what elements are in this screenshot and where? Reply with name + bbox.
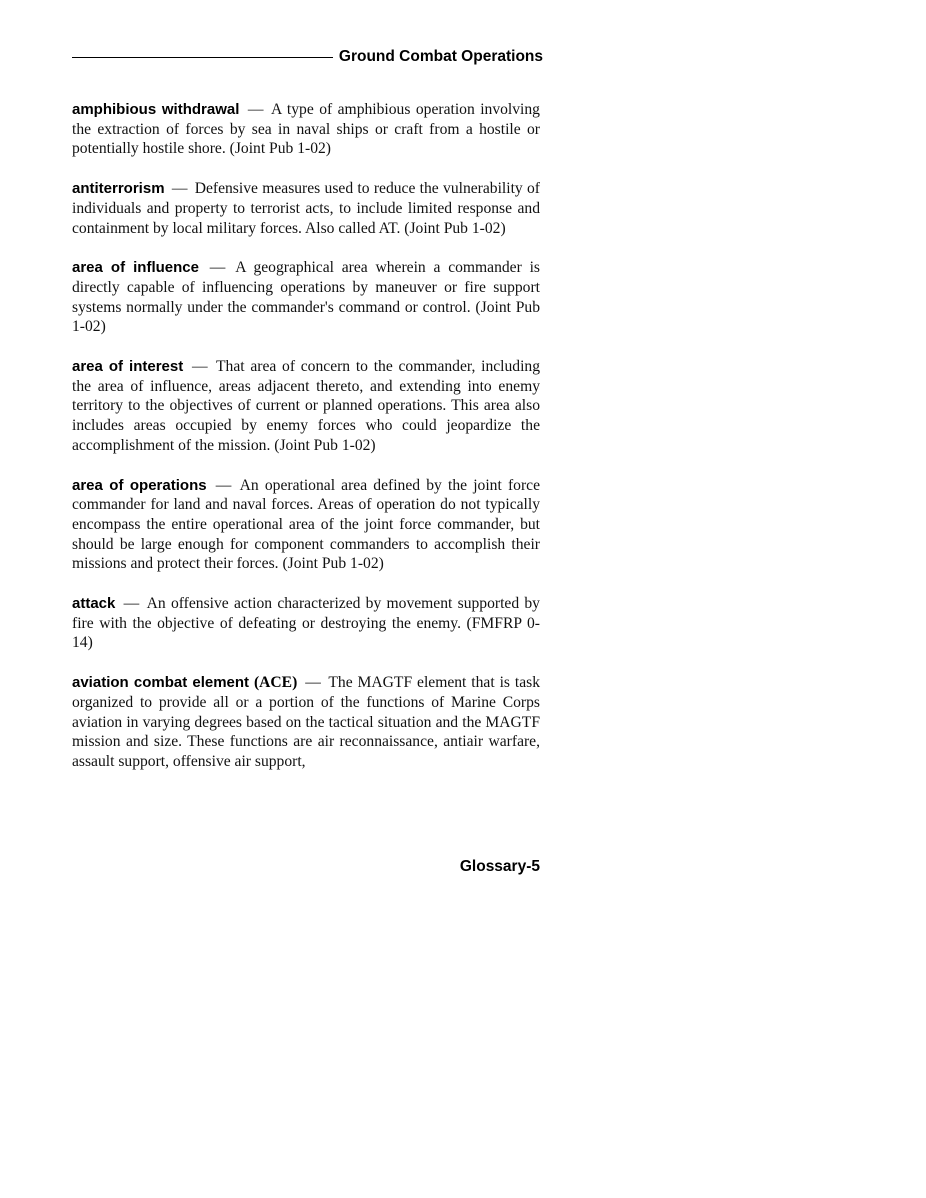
glossary-entry-area-of-influence <box>72 258 540 337</box>
em-dash: — <box>247 101 264 118</box>
header-rule <box>72 57 333 58</box>
em-dash: — <box>191 358 208 376</box>
em-dash: — <box>209 259 226 277</box>
page-number: Glossary-5 <box>459 858 540 875</box>
header-title: Ground Combat Operations <box>338 48 543 65</box>
em-dash: — <box>123 595 140 613</box>
glossary-term: antiterrorism <box>72 180 165 198</box>
glossary-definition: An operational area defined by the joint force commander for land and naval forces. Areas of operation do not typically encompass the entire operational area of the joint force commander, but should be large enough for component commanders to accomplish their missions and protect their forces. (Joint Pub 1-02) <box>72 476 540 573</box>
glossary-list <box>72 100 540 792</box>
glossary-term: area of interest <box>72 358 184 376</box>
em-dash: — <box>305 674 321 692</box>
glossary-definition: A type of amphibious operation involving the extraction of forces by sea in naval ships or craft from a hostile or potentially hostile shore. (Joint Pub 1-02) <box>72 101 540 158</box>
glossary-term: area of influence <box>72 259 199 277</box>
glossary-definition: A geographical area wherein a commander is directly capable of influencing operations by maneuver or fire support systems normally under the commander's command or control. (Joint Pub 1-02) <box>72 259 540 336</box>
glossary-definition: The MAGTF element that is task organized to provide all or a portion of the functions of Marine Corps aviation in varying degrees based on the tactical situation and the MAGTF mission and size. These functions are air reconnaissance, antiair warfare, assault support, offensive air support, <box>72 674 540 770</box>
glossary-term-abbreviation: (ACE) <box>253 674 298 692</box>
glossary-entry-area-of-interest <box>72 357 540 456</box>
glossary-entry-amphibious-withdrawal <box>72 100 540 159</box>
glossary-definition: Defensive measures used to reduce the vulnerability of individuals and property to terrorist acts, to include limited response and containment by local military forces. Also called AT. (Joint Pub 1-02) <box>72 180 540 237</box>
em-dash: — <box>215 476 232 494</box>
glossary-entry-aviation-combat-element <box>72 673 540 772</box>
glossary-definition: That area of concern to the commander, including the area of influence, areas adjacent thereto, and extending into enemy territory to the objectives of current or planned operations. This area also includes areas occupied by enemy forces who could jeopardize the accomplishment of the mission. (Joint Pub 1-02) <box>72 358 541 454</box>
glossary-term: amphibious withdrawal <box>72 101 240 118</box>
running-header <box>72 46 543 68</box>
glossary-term: area of operations <box>72 476 207 494</box>
em-dash: — <box>171 180 188 198</box>
glossary-term: attack <box>72 595 116 613</box>
glossary-entry-antiterrorism <box>72 179 540 238</box>
glossary-definition: An offensive action characterized by movement supported by fire with the objective of defeating or destroying the enemy. (FMFRP 0-14) <box>72 595 540 652</box>
glossary-entry-attack <box>72 594 540 653</box>
glossary-term: aviation combat element <box>72 674 250 692</box>
glossary-entry-area-of-operations <box>72 476 540 575</box>
